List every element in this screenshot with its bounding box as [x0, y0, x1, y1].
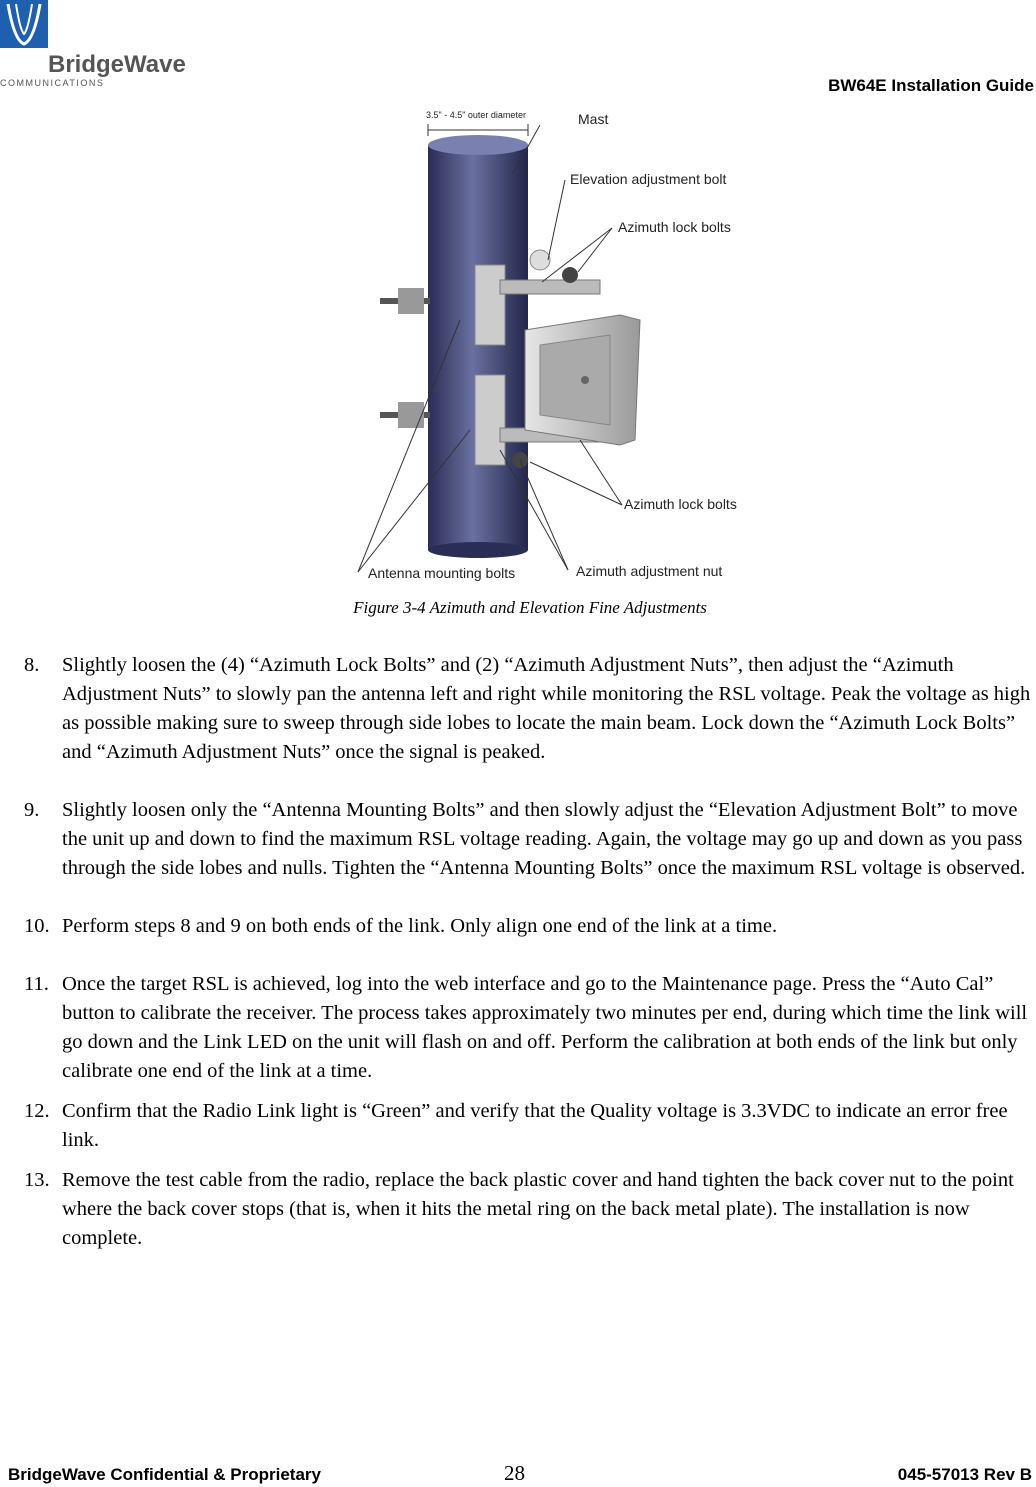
step-number: 9.	[24, 799, 40, 821]
doc-title: BW64E Installation Guide	[828, 76, 1034, 95]
step-item	[24, 796, 1036, 883]
mast-pipe	[428, 145, 528, 550]
step-number: 13.	[24, 1169, 50, 1191]
step-number: 11.	[24, 973, 49, 995]
label-antenna-mounting: Antenna mounting bolts	[368, 565, 516, 581]
steps-list	[24, 651, 1036, 1253]
label-elevation-bolt: Elevation adjustment bolt	[570, 171, 727, 187]
step-text: Slightly loosen only the “Antenna Mounting Bolts” and then slowly adjust the “Elevation Adjustment Bolt” to move the unit up and down to find the maximum RSL voltage reading. Again, the voltage may go up and down as you pass through the side lobes and nulls. Tighten the “Antenna Mounting Bolts” once the maximum RSL voltage is observed.	[62, 799, 1026, 879]
footer-confidential: BridgeWave Confidential & Proprietary	[8, 1465, 321, 1484]
step-item	[24, 651, 1036, 767]
step-number: 12.	[24, 1100, 50, 1122]
step-item	[24, 970, 1036, 1086]
step-text: Perform steps 8 and 9 on both ends of the link. Only align one end of the link at a time.	[62, 915, 778, 937]
mount-figure	[340, 100, 760, 590]
figure-caption: Figure 3-4 Azimuth and Elevation Fine Adjustments	[353, 598, 707, 617]
step-item	[24, 1097, 1036, 1155]
bridgewave-logo	[0, 0, 200, 90]
step-text: Once the target RSL is achieved, log into the web interface and go to the Maintenance page. Press the “Auto Cal” button to calibrate the receiver. The process takes approximately two minutes per end, during which time the link will go down and the Link LED on the unit will flash on and off. Perform the calibration at both ends of the link but only calibrate one end of the link at a time.	[62, 973, 1028, 1082]
brand-sub: COMMUNICATIONS	[0, 78, 105, 88]
label-azimuth-lock-bottom: Azimuth lock bolts	[624, 496, 737, 512]
footer-doc-number: 045-57013 Rev B	[897, 1465, 1032, 1484]
label-azimuth-lock-top: Azimuth lock bolts	[618, 219, 731, 235]
brand-name: BridgeWave	[48, 51, 186, 78]
dimension-label: 3.5" - 4.5" outer diameter	[426, 110, 526, 120]
step-text: Confirm that the Radio Link light is “Green” and verify that the Quality voltage is 3.3VDC to indicate an error free link.	[62, 1100, 1008, 1151]
step-number: 8.	[24, 654, 40, 676]
step-text: Slightly loosen the (4) “Azimuth Lock Bolts” and (2) “Azimuth Adjustment Nuts”, then adjust the “Azimuth Adjustment Nuts” to slowly pan the antenna left and right while monitoring the RSL voltage. Peak the voltage as high as possible making sure to sweep through side lobes to locate the main beam. Lock down the “Azimuth Lock Bolts” and “Azimuth Adjustment Nuts” once the signal is peaked.	[62, 654, 1031, 763]
step-item	[24, 912, 1036, 941]
step-item	[24, 1166, 1036, 1253]
page-number: 28	[504, 1461, 525, 1485]
step-text: Remove the test cable from the radio, replace the back plastic cover and hand tighten the back cover nut to the point where the back cover stops (that is, when it hits the metal ring on the back metal plate). The installation is now complete.	[62, 1169, 1014, 1249]
step-number: 10.	[24, 915, 50, 937]
label-mast: Mast	[578, 111, 609, 127]
label-azimuth-nut: Azimuth adjustment nut	[576, 563, 723, 579]
